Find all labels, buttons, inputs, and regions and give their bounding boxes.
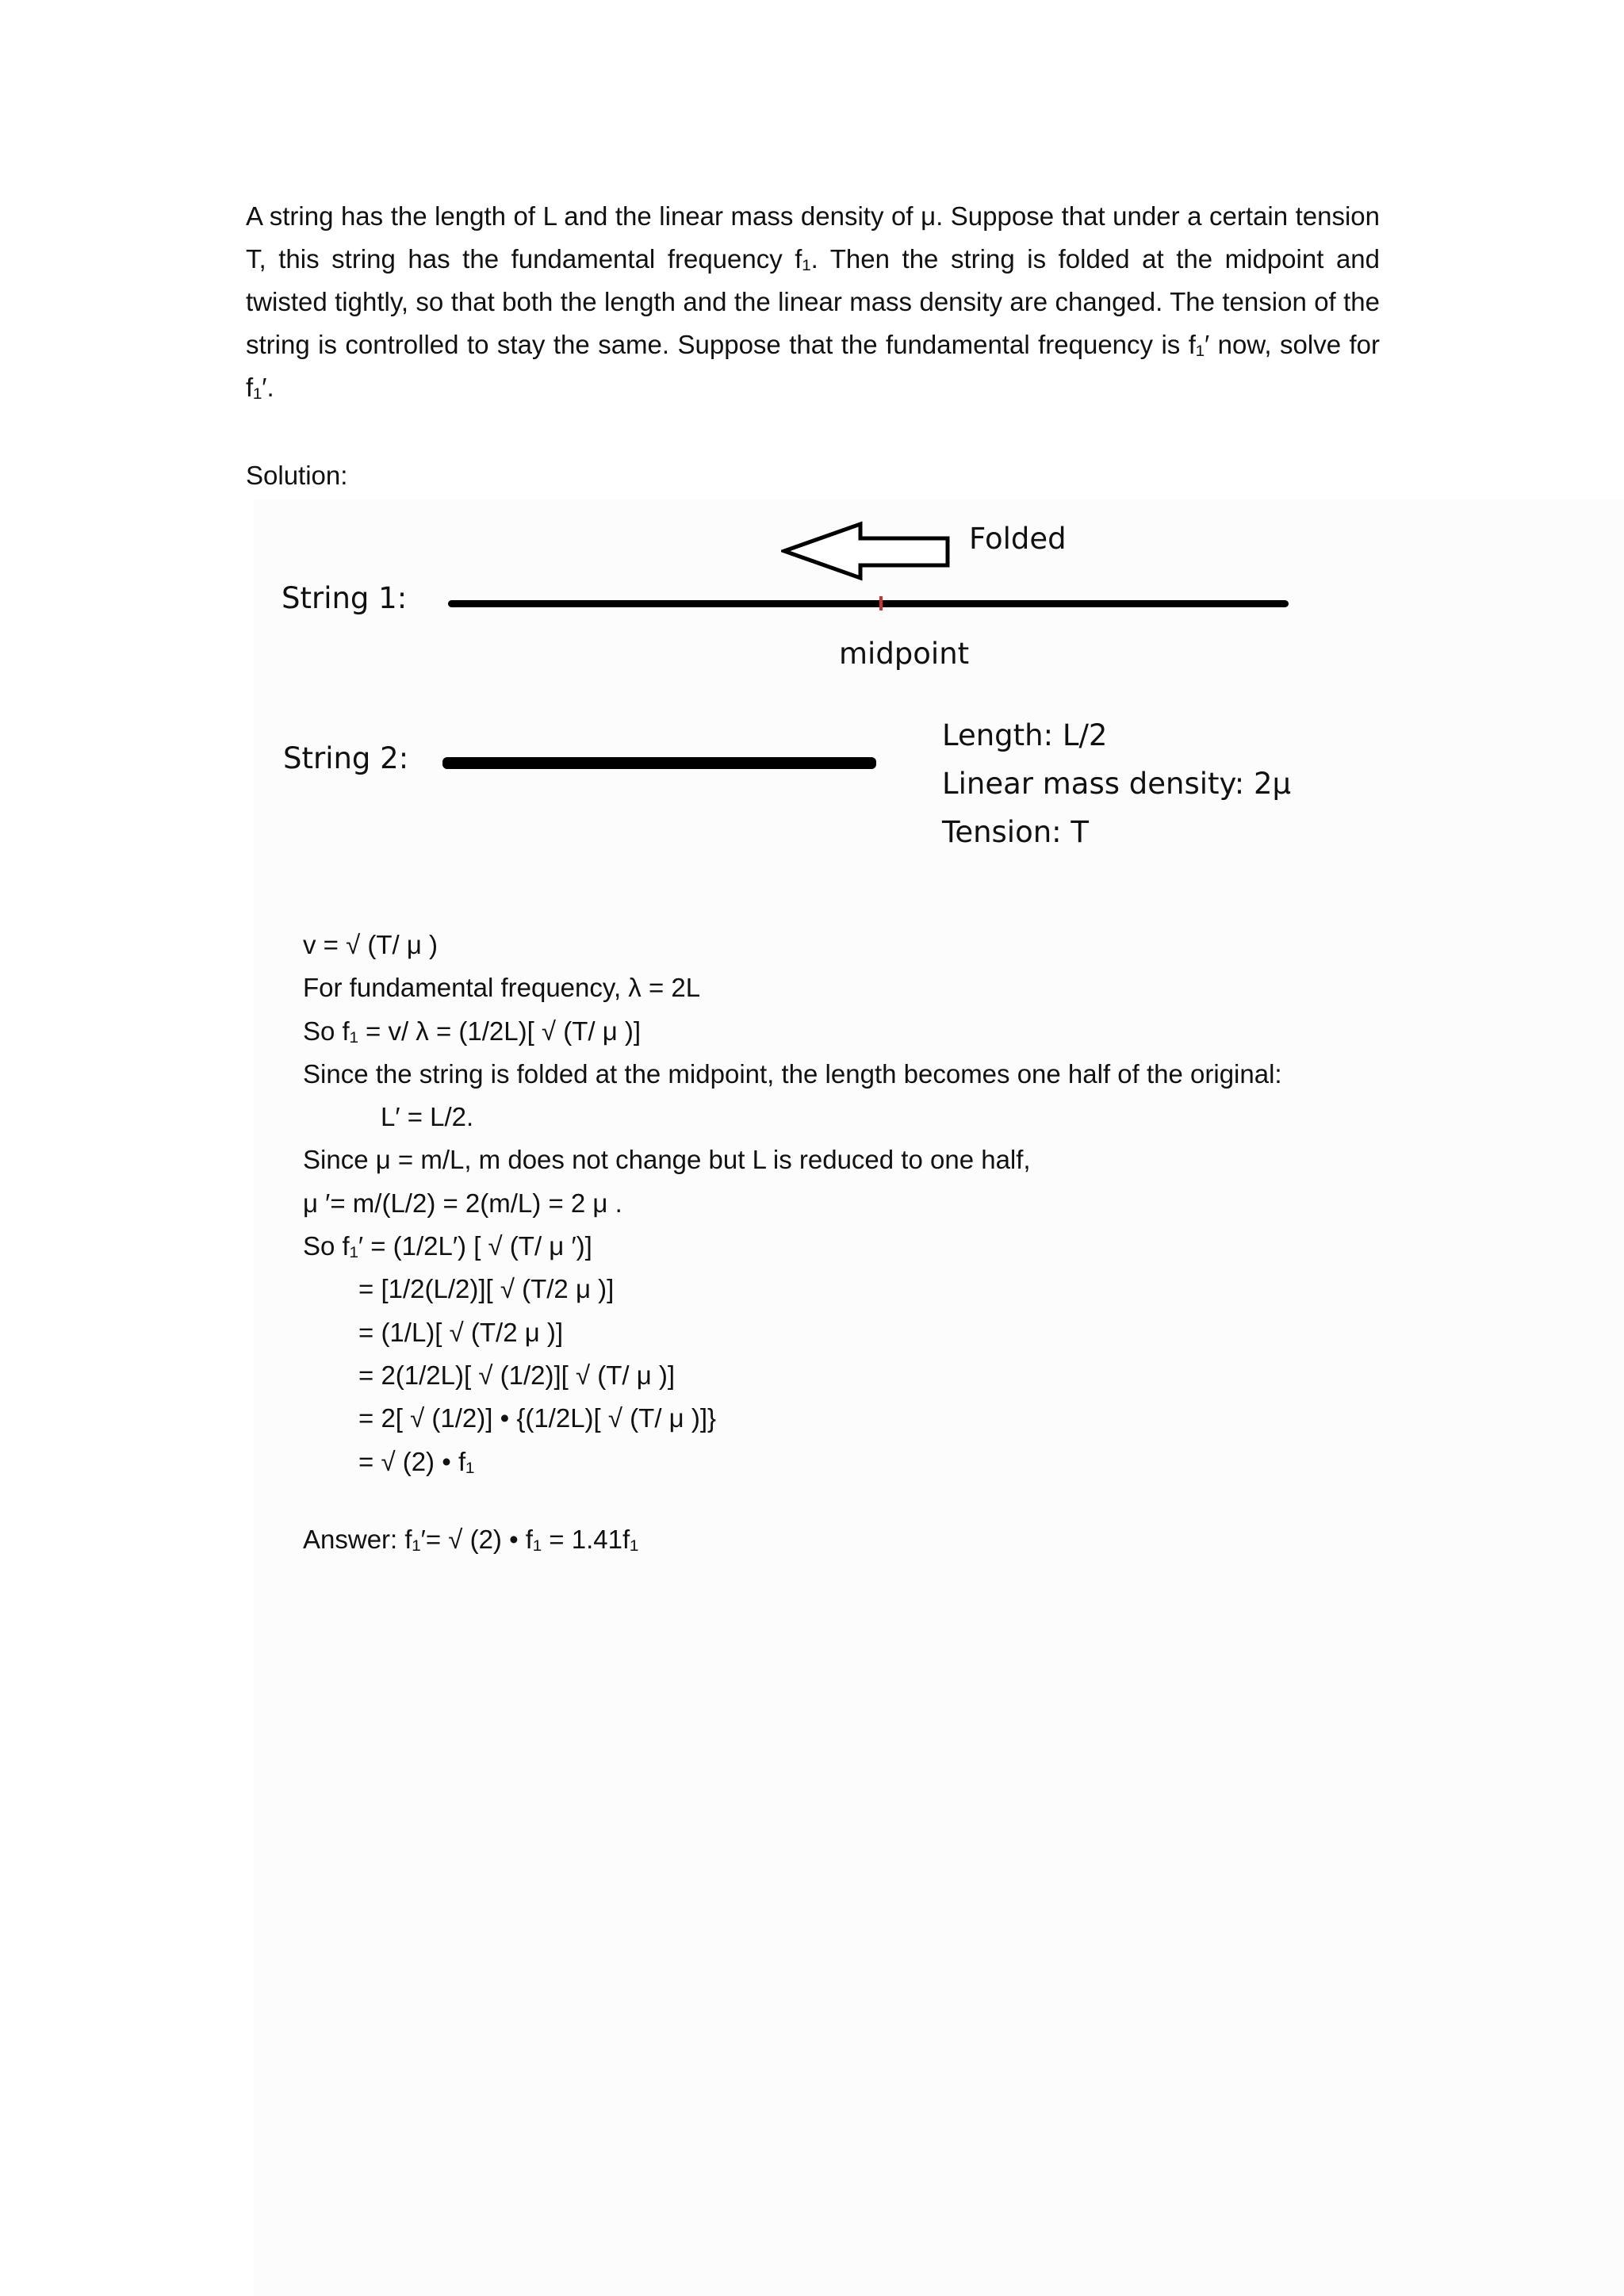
fold-arrow-icon bbox=[781, 519, 956, 583]
work-line: Since the string is folded at the midpoint, the length becomes one half of the original: bbox=[303, 1058, 1282, 1089]
problem-statement bbox=[246, 195, 1380, 409]
work-line: Since μ = m/L, m does not change but L is reduced to one half, bbox=[303, 1145, 1031, 1175]
work-line: = [1/2(L/2)][ √ (T/2 μ )] bbox=[358, 1274, 615, 1304]
folded-label: Folded bbox=[969, 522, 1067, 556]
work-line: = √ (2) • f₁ bbox=[358, 1446, 475, 1476]
string2-line bbox=[442, 757, 876, 769]
solution-heading: Solution: bbox=[246, 461, 348, 490]
work-line: So f₁ = v/ λ = (1/2L)[ √ (T/ μ )] bbox=[303, 1016, 642, 1046]
work-line: v = √ (T/ μ ) bbox=[303, 930, 439, 959]
midpoint-label: midpoint bbox=[839, 637, 970, 671]
work-line: = (1/L)[ √ (T/2 μ )] bbox=[358, 1317, 564, 1347]
string2-length: Length: L/2 bbox=[942, 718, 1108, 752]
work-line: μ ′= m/(L/2) = 2(m/L) = 2 μ . bbox=[303, 1188, 622, 1218]
string1-line bbox=[448, 600, 1289, 607]
work-line: So f₁′ = (1/2L′) [ √ (T/ μ ′)] bbox=[303, 1231, 592, 1261]
midpoint-marker bbox=[879, 596, 883, 610]
problem-text: A string has the length of L and the linear mass density of μ. Suppose that under a certain tension T, this string has the fundamental frequency f₁. Then the string is folded at the midpoint and twisted tightly, so that both the length and the linear mass density are changed. The tension of the string is controlled to stay the same. Suppose that the fundamental frequency is f₁′ now, solve for f₁′. bbox=[246, 201, 1380, 402]
string2-label: String 2: bbox=[283, 741, 409, 775]
solution-work bbox=[303, 924, 1453, 1483]
work-line: = 2(1/2L)[ √ (1/2)][ √ (T/ μ )] bbox=[358, 1360, 676, 1390]
string1-label: String 1: bbox=[282, 581, 408, 615]
string2-density: Linear mass density: 2μ bbox=[942, 767, 1292, 801]
work-line: L′ = L/2. bbox=[381, 1102, 474, 1132]
work-line: = 2[ √ (1/2)] • {(1/2L)[ √ (T/ μ )]} bbox=[358, 1403, 717, 1433]
answer-line: Answer: f₁′= √ (2) • f₁ = 1.41f₁ bbox=[303, 1525, 639, 1554]
string2-tension: Tension: T bbox=[942, 815, 1089, 849]
work-line: For fundamental frequency, λ = 2L bbox=[303, 973, 701, 1003]
